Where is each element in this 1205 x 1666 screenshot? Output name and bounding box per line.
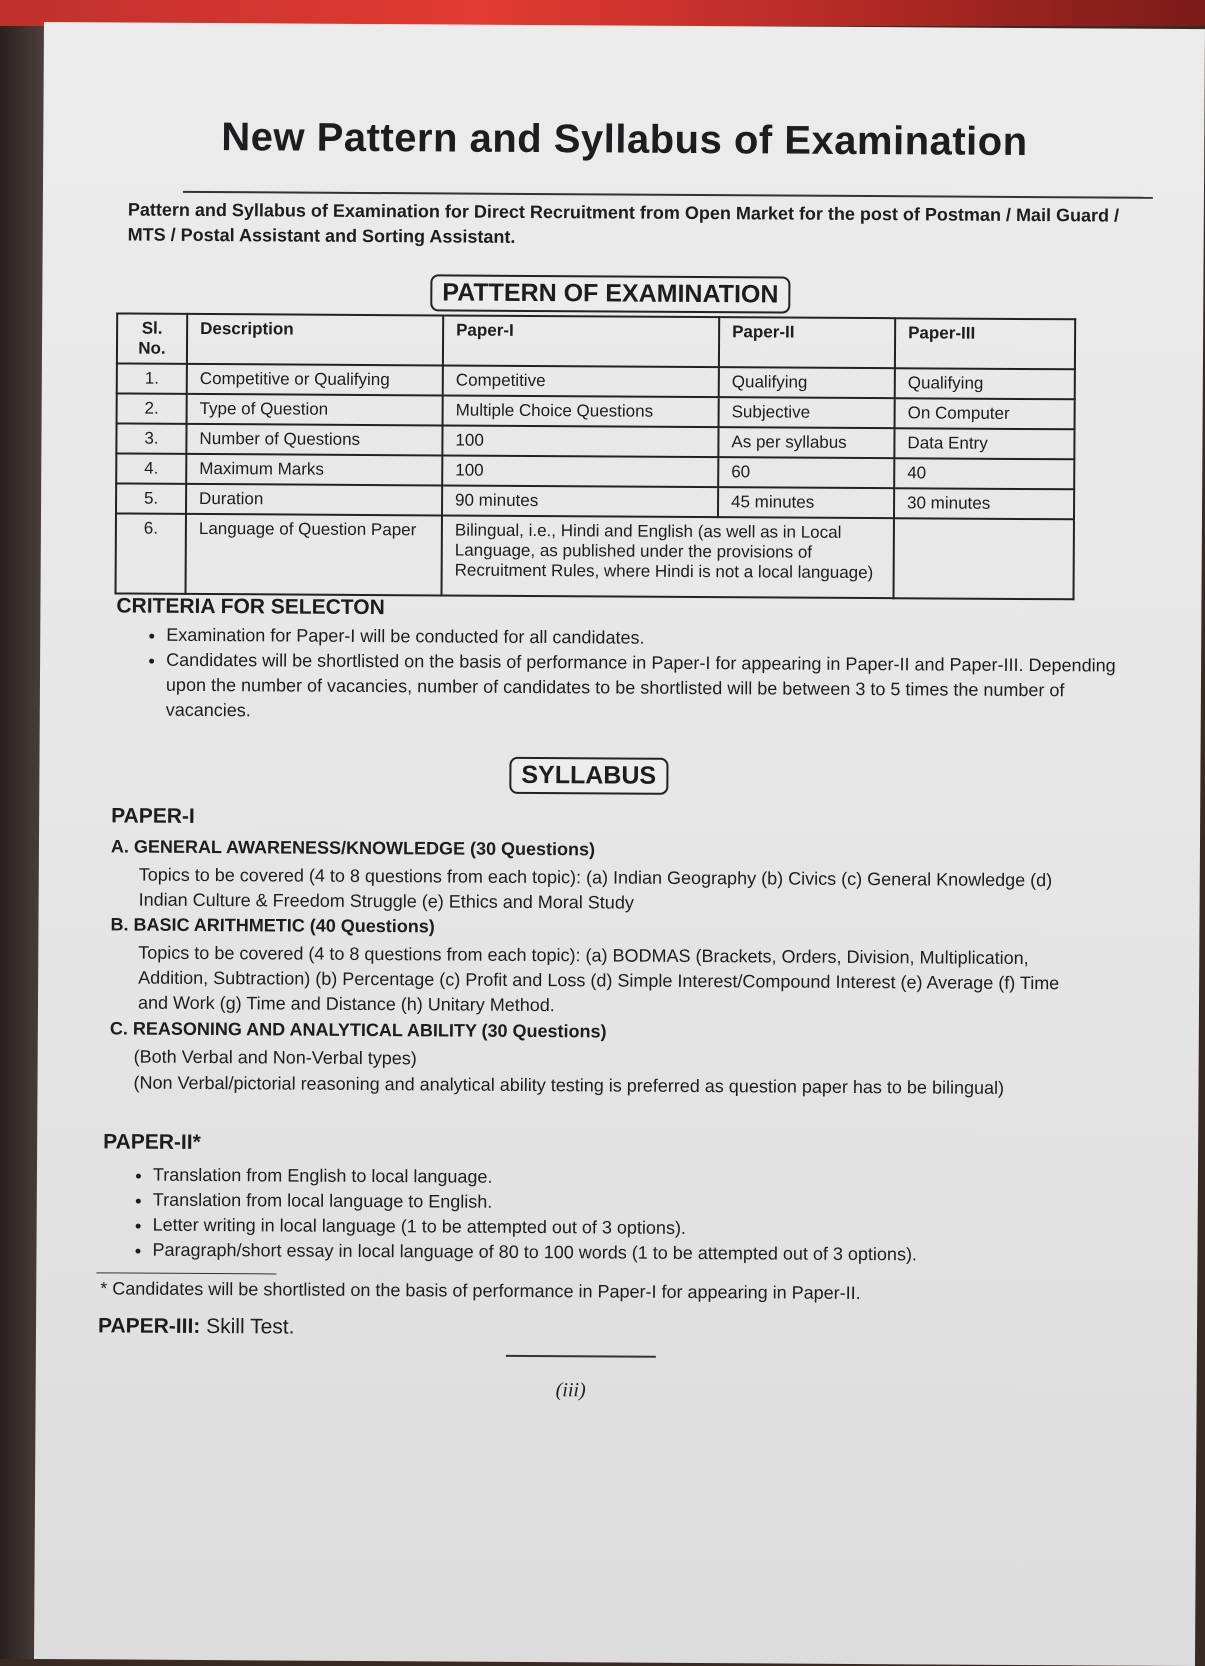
table-row [116, 513, 1074, 599]
cell: Qualifying [719, 367, 895, 398]
cell: 30 minutes [894, 488, 1074, 519]
page-number: (iii) [555, 1379, 586, 1402]
header-cell: Paper-III [895, 318, 1075, 369]
header-cell: Paper-I [443, 315, 719, 367]
cell: Number of Questions [186, 424, 442, 456]
criteria-heading: CRITERIA FOR SELECTON [116, 594, 385, 620]
section-a-text: Topics to be covered (4 to 8 questions from each topic): (a) Indian Geography (b) Civics (c) General Knowledge (d) Indian Culture & Freedom Struggle (e) Ethics and Moral Study [138, 864, 1053, 913]
page-number-rule [506, 1355, 656, 1358]
title-rule [183, 191, 1153, 199]
cell: Competitive [443, 365, 719, 397]
list-item: • Paragraph/short essay in local language of 80 to 100 words (1 to be attempted out of 3 options). [152, 1238, 1112, 1269]
table-header-row [117, 313, 1075, 369]
cell: 40 [894, 458, 1074, 489]
section-b-title: B. BASIC ARITHMETIC (40 Questions) [110, 914, 435, 937]
cell: 100 [442, 455, 718, 487]
paper2-heading: PAPER-II* [103, 1130, 201, 1154]
cell: 6. [116, 513, 186, 593]
list-item: • Examination for Paper-I will be conducted for all candidates. [166, 623, 1126, 654]
footnote: * Candidates will be shortlisted on the basis of performance in Paper-I for appearing in Paper-II. [100, 1278, 861, 1304]
section-b-text: Topics to be covered (4 to 8 questions from each topic): (a) BODMAS (Brackets, Orders, Division, Multiplication, Addition, Subtraction) (b) Percentage (c) Profit and Loss (d) Simple Interest/Compound Interest (e) Average (f) Time and Work (g) Time and Distance (h) Unitary Method. [137, 942, 1060, 1016]
cell: Multiple Choice Questions [443, 395, 719, 427]
cell: Duration [186, 484, 442, 516]
cell: Qualifying [895, 368, 1075, 399]
cell: 2. [117, 393, 187, 423]
section-c-text-2: (Non Verbal/pictorial reasoning and analytical ability testing is preferred as question paper has to be bilingual) [133, 1072, 1005, 1098]
header-cell: Sl. No. [117, 313, 187, 363]
cell: As per syllabus [718, 427, 894, 458]
cell: Type of Question [187, 394, 443, 426]
paper1-heading: PAPER-I [111, 804, 195, 828]
cell [893, 518, 1073, 599]
paper3-line [98, 1314, 295, 1339]
cell: 1. [117, 363, 187, 393]
page-title: New Pattern and Syllabus of Examination [221, 115, 1028, 165]
cell: Subjective [719, 397, 895, 428]
cell: Competitive or Qualifying [187, 364, 443, 396]
section-c-title: C. REASONING AND ANALYTICAL ABILITY (30 Questions) [109, 1018, 607, 1042]
pattern-heading: PATTERN OF EXAMINATION [430, 274, 790, 313]
pattern-table [115, 312, 1077, 600]
cell: 60 [718, 457, 894, 488]
cell: 90 minutes [442, 485, 718, 517]
intro-text: Pattern and Syllabus of Examination for Direct Recruitment from Open Market for the post of Postman / Mail Guard / MTS / Postal Assistant and Sorting Assistant. [127, 199, 1120, 247]
header-cell: Description [187, 314, 443, 366]
cell: Maximum Marks [186, 454, 442, 486]
footnote-rule [96, 1272, 276, 1274]
section-c-text-1: (Both Verbal and Non-Verbal types) [133, 1046, 417, 1069]
list-item: • Letter writing in local language (1 to be attempted out of 3 options). [153, 1213, 1113, 1244]
cell: 45 minutes [718, 487, 894, 518]
section-a-title: A. GENERAL AWARENESS/KNOWLEDGE (30 Questions) [110, 836, 596, 860]
paper2-list [102, 1162, 1113, 1268]
cell: 5. [116, 483, 186, 513]
cell: 4. [116, 453, 186, 483]
criteria-list [116, 622, 1127, 728]
syllabus-heading: SYLLABUS [509, 757, 668, 795]
cell: On Computer [895, 398, 1075, 429]
list-item: • Translation from local language to English. [153, 1188, 1113, 1219]
paper3-text: Skill Test. [206, 1315, 295, 1339]
list-item: • Candidates will be shortlisted on the basis of performance in Paper-I for appearing in Paper-II and Paper-III. Depending upon the number of vacancies, number of candidates to be shortlisted will be between 3 to 5 times the number of vacancies. [166, 648, 1126, 729]
header-cell: Paper-II [719, 317, 895, 368]
cell: Bilingual, i.e., Hindi and English (as well as in Local Language, as published under the provisions of Recruitment Rules, where Hindi is not a local language) [442, 515, 894, 598]
cell: 100 [442, 425, 718, 457]
cell: 3. [116, 423, 186, 453]
cell: Language of Question Paper [186, 514, 442, 596]
document-page [34, 22, 1205, 1666]
paper3-label: PAPER-III: [97, 1314, 201, 1338]
list-item: • Translation from English to local language. [153, 1163, 1113, 1194]
cell: Data Entry [894, 428, 1074, 459]
